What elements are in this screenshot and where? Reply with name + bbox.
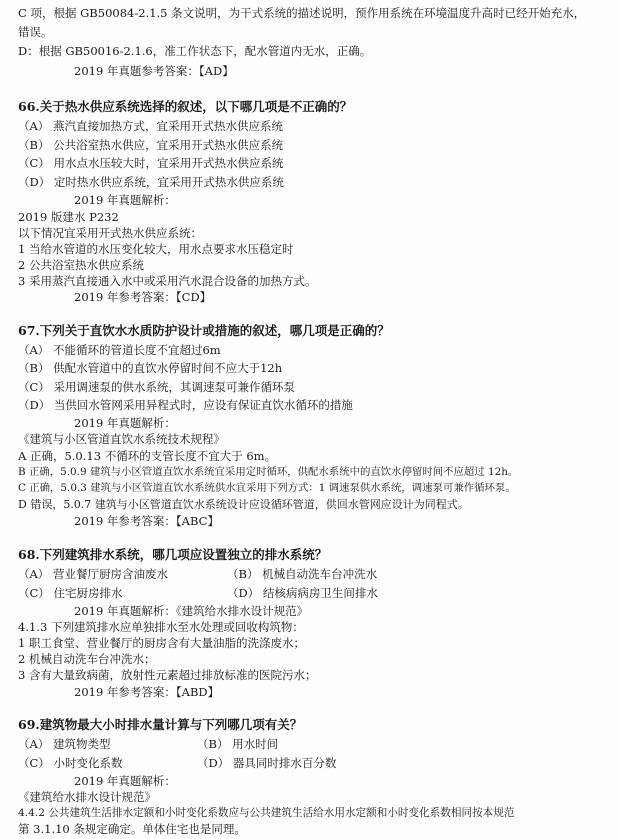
text-line: 2 机械自动洗车台冲洗水； (18, 652, 156, 666)
option-c: （C） 用水点水压较大时，宜采用开式热水供应系统 (18, 156, 284, 170)
option-b: （B） 机械自动洗车台冲洗水 (227, 567, 378, 581)
text-line: D 错误，5.0.7 建筑与小区管道直饮水系统设计应设循环管道，供回水管网应设计为同程式。 (18, 498, 469, 511)
text-line: 4.1.3 下列建筑排水应单独排水至水处理或回收构筑物： (18, 620, 304, 634)
text-line: 3 含有大量致病菌，放射性元素超过排放标准的医院污水； (18, 668, 317, 682)
text-line: C 项，根据 GB50084-2.1.5 条文说明，为干式系统的描述说明，预作用系统在环境温度升高时已经开始充水， (18, 6, 586, 20)
explanation-heading: 2019 年真题解析： (74, 416, 176, 430)
text-line: 以下情况宜采用开式热水供应系统： (18, 226, 202, 240)
option-b: （B） 供配水管道中的直饮水停留时间不应大于12h (18, 361, 283, 375)
option-c: （C） 采用调速泵的供水系统，其调速泵可兼作循环泵 (18, 380, 295, 394)
option-c: （C） 小时变化系数 (18, 756, 123, 770)
text-line: 错误。 (18, 25, 53, 39)
text-line: B 正确，5.0.9 建筑与小区管道直饮水系统宜采用定时循环，供配水系统中的直饮水停留时间不应超过 12h。 (18, 466, 519, 478)
text-line: D：根据 GB50016-2.1.6，准工作状态下，配水管道内无水，正确。 (18, 44, 372, 58)
question-title: 66.关于热水供应系统选择的叙述，以下哪几项是不正确的？ (18, 99, 353, 114)
explanation-heading: 2019 年真题解析： (74, 193, 176, 207)
text-line: 第 3.1.10 条规定确定。单体住宅也是同理。 (18, 822, 246, 836)
text-line: 1 当给水管道的水压变化较大，用水点要求水压稳定时 (18, 242, 294, 256)
answer-line: 2019 年参考答案：【CD】 (74, 290, 212, 304)
option-c: （C） 住宅厨房排水 (18, 586, 123, 600)
explanation-heading: 2019 年真题解析：《建筑给水排水设计规范》 (74, 604, 309, 618)
text-line: 《建筑给水排水设计规范》 (18, 790, 156, 804)
option-d: （D） 器具同时排水百分数 (197, 756, 337, 770)
option-b: （B） 用水时间 (197, 737, 279, 751)
option-b: （B） 公共浴室热水供应，宜采用开式热水供应系统 (18, 138, 284, 152)
answer-line: 2019 年参考答案：【ABD】 (74, 685, 220, 699)
option-a: （A） 不能循环的管道长度不宜超过6m (18, 343, 221, 357)
option-a: （A） 建筑物类型 (18, 737, 111, 751)
option-d: （D） 当供回水管网采用异程式时，应设有保证直饮水循环的措施 (18, 398, 353, 412)
question-title: 68.下列建筑排水系统，哪几项应设置独立的排水系统？ (18, 547, 328, 562)
text-line: 2019 版建水 P232 (18, 210, 119, 224)
text-line: 1 职工食堂、营业餐厅的厨房含有大量油脂的洗涤废水； (18, 636, 305, 650)
text-line: 4.4.2 公共建筑生活排水定额和小时变化系数应与公共建筑生活给水用水定额和小时变化系数相同按本规范 (18, 807, 515, 819)
answer-line: 2019 年真题参考答案：【AD】 (74, 64, 234, 78)
option-a: （A） 燕汽直接加热方式，宜采用开式热水供应系统 (18, 119, 283, 133)
question-title: 67.下列关于直饮水水质防护设计或措施的叙述，哪几项是正确的？ (18, 323, 390, 338)
text-line: 3 采用蒸汽直接通入水中或采用汽水混合设备的加热方式。 (18, 274, 317, 288)
text-line: A 正确，5.0.13 不循环的支管长度不宜大于 6m。 (18, 449, 277, 463)
text-line: C 正确，5.0.3 建筑与小区管道直饮水系统供水宜采用下列方式：1 调速泵供水系统，调速泵可兼作循环泵。 (18, 482, 516, 494)
option-a: （A） 营业餐厅厨房含油废水 (18, 567, 168, 581)
explanation-heading: 2019 年真题解析： (74, 774, 176, 788)
option-d: （D） 结核病病房卫生间排水 (227, 586, 378, 600)
option-d: （D） 定时热水供应系统，宜采用开式热水供应系统 (18, 175, 284, 189)
text-line: 《建筑与小区管道直饮水系统技术规程》 (18, 432, 225, 446)
question-title: 69.建筑物最大小时排水量计算与下列哪几项有关？ (18, 717, 303, 732)
text-line: 2 公共浴室热水供应系统 (18, 258, 144, 272)
answer-line: 2019 年参考答案：【ABC】 (74, 514, 219, 528)
